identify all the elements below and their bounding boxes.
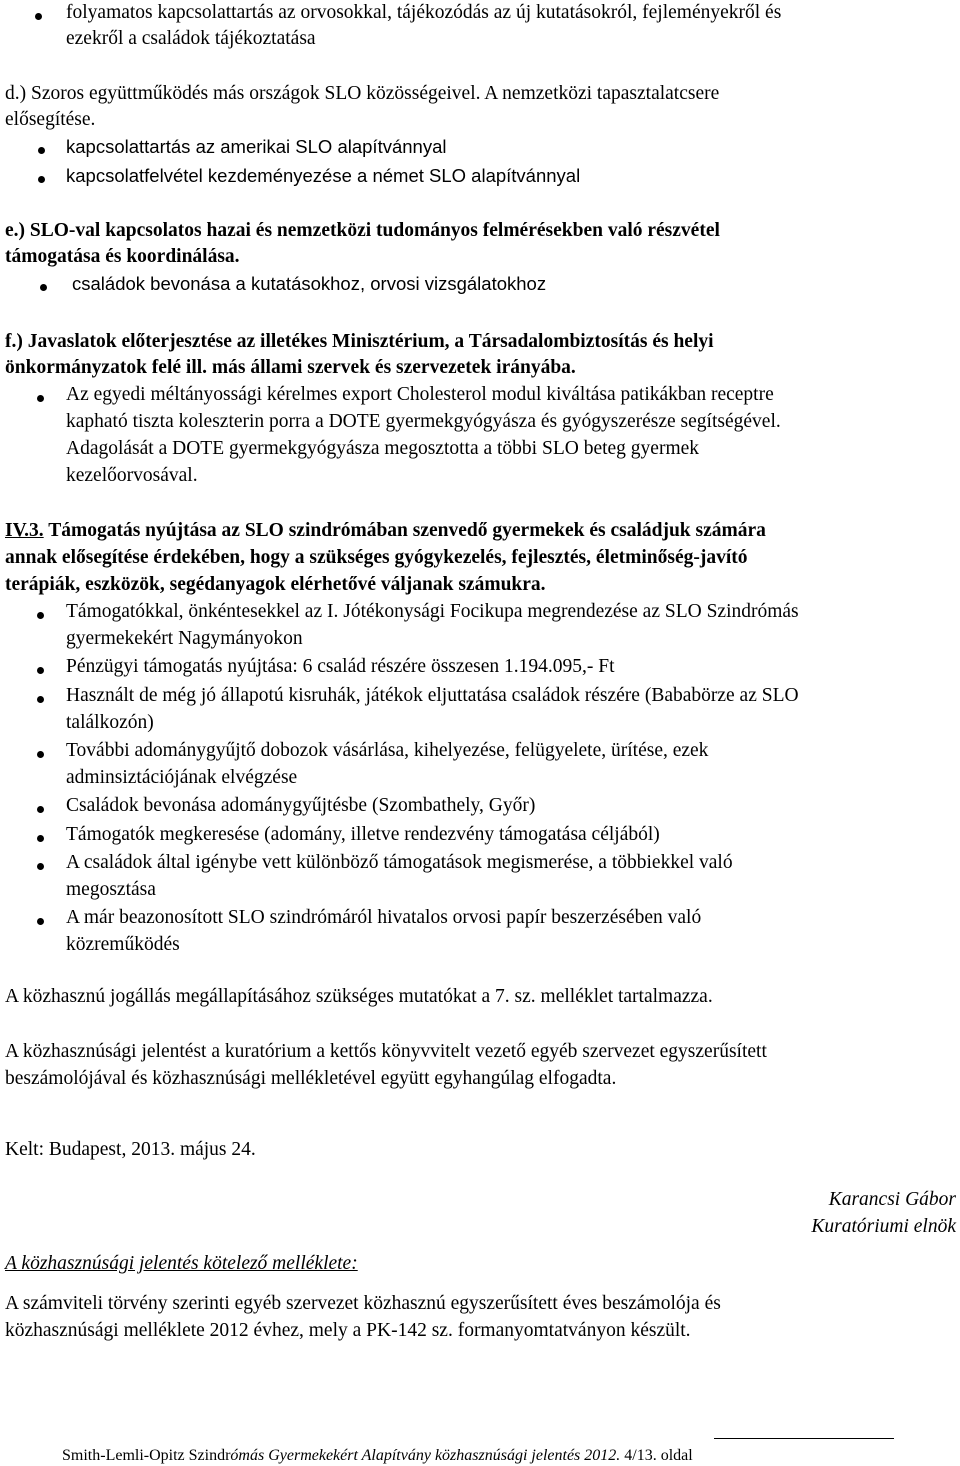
footer-rule	[714, 1438, 894, 1439]
section-e-bullet-1: családok bevonása a kutatásokhoz, orvosi vizsgálatokhoz	[72, 273, 547, 294]
section-e-heading-line-1: e.) SLO-val kapcsolatos hazai és nemzetközi tudományos felmérésekben való részvétel	[5, 220, 720, 241]
section-d-heading-line-2: elősegítése.	[5, 109, 96, 130]
bullet-icon	[40, 284, 47, 291]
bullet-icon	[38, 176, 45, 183]
list-item: gyermekekért Nagymányokon	[66, 628, 303, 649]
signature-name: Karancsi Gábor	[828, 1189, 956, 1210]
section-d-bullet-2: kapcsolatfelvétel kezdeményezése a német SLO alapítvánnyal	[66, 165, 581, 186]
approval-paragraph-line-2: beszámolójával és közhasznúsági mellékletével együtt egyhangúlag elfogadta.	[5, 1068, 617, 1089]
annex-heading: A közhasznúsági jelentés kötelező melléklete:	[5, 1253, 358, 1274]
bullet-icon	[37, 918, 44, 925]
section-f-bullet-line-1: Az egyedi méltányossági kérelmes export Cholesterol modul kiváltása patikákban receptre	[66, 384, 774, 405]
list-item: Pénzügyi támogatás nyújtása: 6 család részére összesen 1.194.095,- Ft	[66, 656, 615, 677]
section-f-bullet-line-4: kezelőorvosával.	[66, 465, 198, 486]
list-item: Támogatókkal, önkéntesekkel az I. Jótékonysági Focikupa megrendezése az SLO Szindrómás	[66, 601, 799, 622]
section-c-bullet-line-2: ezekről a családok tájékoztatása	[66, 28, 316, 49]
bullet-icon	[38, 147, 45, 154]
annex-line-1: A számviteli törvény szerinti egyéb szervezet közhasznú egyszerűsített éves beszámolója és	[5, 1293, 721, 1314]
section-f-bullet-line-2: kapható tiszta koleszterin porra a DOTE gyermekgyógyásza és gyógyszerésze segítségével.	[66, 411, 781, 432]
list-item: megosztása	[66, 879, 156, 900]
section-d-bullet-1: kapcsolattartás az amerikai SLO alapítvánnyal	[66, 136, 447, 157]
list-item: Támogatók megkeresése (adomány, illetve rendezvény támogatása céljából)	[66, 824, 660, 845]
section-f-heading-line-2: önkormányzatok felé ill. más állami szervek és szervezetek irányába.	[5, 357, 576, 378]
bullet-icon	[37, 696, 44, 703]
section-f-bullet-line-3: Adagolását a DOTE gyermekgyógyásza megosztotta a többi SLO beteg gyermek	[66, 438, 700, 459]
page-footer	[62, 1446, 693, 1466]
bullet-icon	[35, 13, 42, 20]
annex-line-2: közhasznúsági melléklete 2012 évhez, mely a PK-142 sz. formanyomtatványon készült.	[5, 1320, 691, 1341]
footer-italic-text: ómás Gyermekekért Alapítvány közhasznúsági jelentés 2012.	[230, 1447, 621, 1464]
list-item: közreműködés	[66, 934, 180, 955]
bullet-icon	[37, 806, 44, 813]
bullet-icon	[37, 612, 44, 619]
footer-page-number: 4/13. oldal	[624, 1447, 693, 1464]
list-item: Használt de még jó állapotú kisruhák, játékok eljuttatása családok részére (Bababörze az SLO	[66, 685, 799, 706]
list-item: A családok által igénybe vett különböző támogatások megismerése, a többiekkel való	[66, 852, 733, 873]
section-iv3-heading-line-1	[5, 518, 766, 544]
bullet-icon	[37, 751, 44, 758]
bullet-icon	[37, 395, 44, 402]
section-iv3-number: IV.3.	[5, 520, 44, 541]
bullet-icon	[37, 863, 44, 870]
signature-title: Kuratóriumi elnök	[811, 1216, 956, 1237]
footer-left-text: Smith-Lemli-Opitz Szindr	[62, 1447, 231, 1464]
list-item: További adománygyűjtő dobozok vásárlása, kihelyezése, felügyelete, ürítése, ezek	[66, 740, 709, 761]
list-item: találkozón)	[66, 712, 154, 733]
section-d-heading-line-1: d.) Szoros együttműködés más országok SLO közösségeivel. A nemzetközi tapasztalatcsere	[5, 83, 720, 104]
list-item: adminsiztációjának elvégzése	[66, 767, 298, 788]
section-c-bullet-line-1: folyamatos kapcsolattartás az orvosokkal, tájékozódás az új kutatásokról, fejleményekről és	[66, 2, 782, 23]
approval-paragraph-line-1: A közhasznúsági jelentést a kuratórium a kettős könyvvitelt vezető egyéb szervezet egyszerűsített	[5, 1041, 767, 1062]
section-f-heading-line-1: f.) Javaslatok előterjesztése az illetékes Minisztérium, a Társadalombiztosítás és helyi	[5, 331, 714, 352]
section-iv3-heading-line-2: annak elősegítése érdekében, hogy a szükséges gyógykezelés, fejlesztés, életminőség-javító	[5, 547, 748, 568]
date-line: Kelt: Budapest, 2013. május 24.	[5, 1139, 256, 1160]
bullet-icon	[37, 835, 44, 842]
list-item: Családok bevonása adománygyűjtésbe (Szombathely, Győr)	[66, 795, 536, 816]
section-iv3-heading-line-3: terápiák, eszközök, segédanyagok elérhetővé váljanak számukra.	[5, 574, 546, 595]
list-item: A már beazonosított SLO szindrómáról hivatalos orvosi papír beszerzésében való	[66, 907, 702, 928]
section-e-heading-line-2: támogatása és koordinálása.	[5, 246, 240, 267]
indicators-paragraph: A közhasznú jogállás megállapításához szükséges mutatókat a 7. sz. melléklet tartalmazza.	[5, 986, 713, 1007]
bullet-icon	[37, 667, 44, 674]
section-iv3-heading-text: Támogatás nyújtása az SLO szindrómában szenvedő gyermekek és családjuk számára	[43, 520, 766, 541]
